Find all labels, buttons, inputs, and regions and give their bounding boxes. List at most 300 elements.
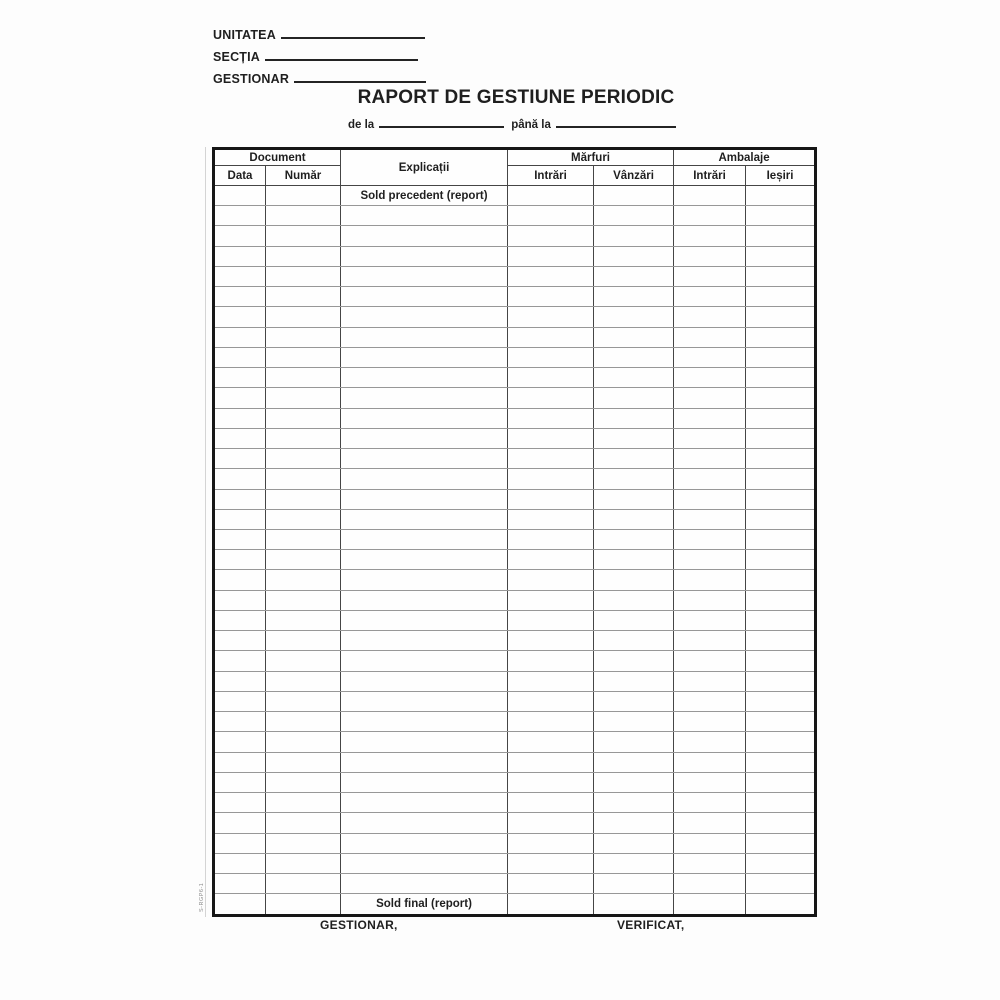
empty-cell xyxy=(341,266,508,286)
empty-cell xyxy=(508,368,594,388)
empty-cell xyxy=(266,853,341,873)
empty-cell xyxy=(266,287,341,307)
empty-cell xyxy=(508,489,594,509)
table-row xyxy=(214,307,816,327)
empty-cell xyxy=(266,469,341,489)
empty-cell xyxy=(214,186,266,206)
empty-cell xyxy=(594,428,674,448)
empty-cell xyxy=(341,307,508,327)
empty-cell xyxy=(746,529,816,549)
empty-cell xyxy=(214,449,266,469)
empty-cell xyxy=(746,469,816,489)
empty-cell xyxy=(341,590,508,610)
empty-cell xyxy=(214,873,266,893)
signature-gestionar: GESTIONAR, xyxy=(320,918,398,932)
empty-cell xyxy=(674,590,746,610)
empty-cell xyxy=(341,388,508,408)
empty-cell xyxy=(214,509,266,529)
empty-cell xyxy=(508,873,594,893)
table-header-sub-row xyxy=(214,166,816,186)
empty-cell xyxy=(266,428,341,448)
empty-cell xyxy=(594,590,674,610)
empty-cell xyxy=(746,307,816,327)
empty-cell xyxy=(341,529,508,549)
empty-cell xyxy=(508,550,594,570)
empty-cell xyxy=(341,469,508,489)
empty-cell xyxy=(214,327,266,347)
empty-cell xyxy=(674,266,746,286)
pad-edge-line xyxy=(205,147,206,917)
empty-cell xyxy=(674,752,746,772)
table-row xyxy=(214,570,816,590)
empty-cell xyxy=(746,347,816,367)
table-row xyxy=(214,813,816,833)
empty-cell xyxy=(214,428,266,448)
empty-cell xyxy=(594,671,674,691)
empty-cell xyxy=(746,266,816,286)
empty-cell xyxy=(746,186,816,206)
empty-cell xyxy=(266,813,341,833)
table-body xyxy=(214,186,816,916)
empty-cell xyxy=(508,307,594,327)
empty-cell xyxy=(508,590,594,610)
empty-cell xyxy=(341,671,508,691)
empty-cell xyxy=(594,206,674,226)
empty-cell xyxy=(508,226,594,246)
table-row xyxy=(214,691,816,711)
empty-cell xyxy=(214,631,266,651)
empty-cell xyxy=(266,347,341,367)
empty-cell xyxy=(746,853,816,873)
field-sectia-label: SECȚIA xyxy=(213,50,261,64)
table-row xyxy=(214,266,816,286)
empty-cell xyxy=(594,489,674,509)
empty-cell xyxy=(746,368,816,388)
empty-cell xyxy=(674,428,746,448)
empty-cell xyxy=(266,610,341,630)
signature-verificat: VERIFICAT, xyxy=(617,918,685,932)
empty-cell xyxy=(214,651,266,671)
empty-cell xyxy=(508,671,594,691)
empty-cell xyxy=(266,873,341,893)
table-row xyxy=(214,469,816,489)
empty-cell xyxy=(266,752,341,772)
empty-cell xyxy=(594,691,674,711)
field-sectia xyxy=(213,48,418,64)
empty-cell xyxy=(214,469,266,489)
empty-cell xyxy=(214,752,266,772)
empty-cell xyxy=(508,894,594,916)
empty-cell xyxy=(594,752,674,772)
form-code: S-RGP6-1 xyxy=(199,882,205,912)
empty-cell xyxy=(341,813,508,833)
empty-cell xyxy=(508,449,594,469)
table-row xyxy=(214,873,816,893)
field-unitatea xyxy=(213,26,425,42)
empty-cell xyxy=(214,691,266,711)
table-row xyxy=(214,590,816,610)
empty-cell xyxy=(674,388,746,408)
empty-cell xyxy=(674,509,746,529)
empty-cell xyxy=(341,610,508,630)
empty-cell xyxy=(508,509,594,529)
table-row xyxy=(214,246,816,266)
table-row xyxy=(214,631,816,651)
empty-cell xyxy=(266,509,341,529)
table-row xyxy=(214,368,816,388)
empty-cell xyxy=(594,772,674,792)
empty-cell xyxy=(674,206,746,226)
col-header-vanzari: Vânzări xyxy=(594,166,674,186)
empty-cell xyxy=(214,570,266,590)
empty-cell xyxy=(746,327,816,347)
empty-cell xyxy=(746,873,816,893)
empty-cell xyxy=(341,347,508,367)
empty-cell xyxy=(214,793,266,813)
empty-cell xyxy=(266,529,341,549)
col-header-numar: Număr xyxy=(266,166,341,186)
empty-cell xyxy=(674,813,746,833)
empty-cell xyxy=(594,307,674,327)
empty-cell xyxy=(266,651,341,671)
empty-cell xyxy=(674,853,746,873)
table-row xyxy=(214,226,816,246)
empty-cell xyxy=(594,833,674,853)
empty-cell xyxy=(746,226,816,246)
empty-cell xyxy=(341,408,508,428)
gestiune-table xyxy=(212,147,817,917)
field-unitatea-blank-line xyxy=(281,26,425,39)
empty-cell xyxy=(674,226,746,246)
empty-cell xyxy=(266,691,341,711)
empty-cell xyxy=(594,570,674,590)
empty-cell xyxy=(746,712,816,732)
empty-cell xyxy=(746,772,816,792)
empty-cell xyxy=(508,752,594,772)
empty-cell xyxy=(674,408,746,428)
empty-cell xyxy=(266,368,341,388)
col-header-intrari-ambalaje: Intrări xyxy=(674,166,746,186)
empty-cell xyxy=(746,388,816,408)
empty-cell xyxy=(214,307,266,327)
empty-cell xyxy=(214,408,266,428)
empty-cell xyxy=(341,287,508,307)
field-unitatea-label: UNITATEA xyxy=(213,28,276,42)
empty-cell xyxy=(341,853,508,873)
empty-cell xyxy=(508,186,594,206)
empty-cell xyxy=(594,469,674,489)
table-row xyxy=(214,347,816,367)
empty-cell xyxy=(594,449,674,469)
empty-cell xyxy=(214,368,266,388)
empty-cell xyxy=(674,449,746,469)
empty-cell xyxy=(266,307,341,327)
empty-cell xyxy=(266,793,341,813)
empty-cell xyxy=(341,246,508,266)
empty-cell xyxy=(674,833,746,853)
table-row xyxy=(214,489,816,509)
empty-cell xyxy=(341,752,508,772)
empty-cell xyxy=(674,368,746,388)
empty-cell xyxy=(746,651,816,671)
empty-cell xyxy=(674,186,746,206)
table-row xyxy=(214,853,816,873)
empty-cell xyxy=(674,671,746,691)
empty-cell xyxy=(594,266,674,286)
table-row xyxy=(214,610,816,630)
period-line xyxy=(348,116,676,131)
table-row xyxy=(214,772,816,792)
col-group-marfuri: Mărfuri xyxy=(508,149,674,166)
field-gestionar-blank-line xyxy=(294,70,426,83)
empty-cell xyxy=(341,793,508,813)
col-group-ambalaje: Ambalaje xyxy=(674,149,816,166)
empty-cell xyxy=(594,186,674,206)
empty-cell xyxy=(341,691,508,711)
empty-cell xyxy=(508,529,594,549)
empty-cell xyxy=(594,894,674,916)
empty-cell xyxy=(266,712,341,732)
table-row xyxy=(214,793,816,813)
empty-cell xyxy=(508,570,594,590)
field-gestionar xyxy=(213,70,426,86)
empty-cell xyxy=(594,813,674,833)
empty-cell xyxy=(594,610,674,630)
empty-cell xyxy=(508,732,594,752)
empty-cell xyxy=(214,590,266,610)
col-header-iesiri: Ieșiri xyxy=(746,166,816,186)
empty-cell xyxy=(266,266,341,286)
empty-cell xyxy=(508,347,594,367)
empty-cell xyxy=(746,671,816,691)
empty-cell xyxy=(746,631,816,651)
empty-cell xyxy=(508,206,594,226)
empty-cell xyxy=(508,813,594,833)
empty-cell xyxy=(746,408,816,428)
empty-cell xyxy=(214,206,266,226)
empty-cell xyxy=(266,550,341,570)
period-from-label: de la xyxy=(348,119,375,131)
table-row xyxy=(214,529,816,549)
empty-cell xyxy=(594,287,674,307)
empty-cell xyxy=(746,550,816,570)
empty-cell xyxy=(508,408,594,428)
empty-cell xyxy=(214,712,266,732)
empty-cell xyxy=(266,732,341,752)
empty-cell xyxy=(341,732,508,752)
empty-cell xyxy=(594,347,674,367)
empty-cell xyxy=(341,206,508,226)
empty-cell xyxy=(214,772,266,792)
empty-cell xyxy=(341,368,508,388)
empty-cell xyxy=(746,206,816,226)
empty-cell xyxy=(214,489,266,509)
table-row-sold-precedent xyxy=(214,186,816,206)
empty-cell xyxy=(341,226,508,246)
empty-cell xyxy=(266,671,341,691)
empty-cell xyxy=(266,489,341,509)
empty-cell xyxy=(266,772,341,792)
empty-cell xyxy=(214,347,266,367)
empty-cell xyxy=(508,388,594,408)
empty-cell xyxy=(341,570,508,590)
empty-cell xyxy=(508,469,594,489)
empty-cell xyxy=(674,307,746,327)
row-label-cell: Sold final (report) xyxy=(341,894,508,916)
empty-cell xyxy=(214,550,266,570)
table-row xyxy=(214,712,816,732)
empty-cell xyxy=(594,712,674,732)
empty-cell xyxy=(746,509,816,529)
empty-cell xyxy=(594,226,674,246)
empty-cell xyxy=(674,651,746,671)
empty-cell xyxy=(674,246,746,266)
empty-cell xyxy=(674,529,746,549)
empty-cell xyxy=(214,529,266,549)
empty-cell xyxy=(508,631,594,651)
empty-cell xyxy=(594,509,674,529)
empty-cell xyxy=(674,873,746,893)
empty-cell xyxy=(674,610,746,630)
empty-cell xyxy=(746,570,816,590)
empty-cell xyxy=(594,327,674,347)
table-row xyxy=(214,671,816,691)
empty-cell xyxy=(508,610,594,630)
empty-cell xyxy=(746,894,816,916)
empty-cell xyxy=(746,246,816,266)
table-row xyxy=(214,388,816,408)
empty-cell xyxy=(594,631,674,651)
empty-cell xyxy=(214,671,266,691)
empty-cell xyxy=(508,246,594,266)
table-row xyxy=(214,509,816,529)
empty-cell xyxy=(594,368,674,388)
empty-cell xyxy=(746,752,816,772)
empty-cell xyxy=(341,833,508,853)
table-row-sold-final xyxy=(214,894,816,916)
empty-cell xyxy=(594,246,674,266)
empty-cell xyxy=(266,894,341,916)
empty-cell xyxy=(214,833,266,853)
empty-cell xyxy=(341,712,508,732)
empty-cell xyxy=(674,550,746,570)
table-row xyxy=(214,833,816,853)
empty-cell xyxy=(594,732,674,752)
empty-cell xyxy=(508,327,594,347)
table-row xyxy=(214,287,816,307)
empty-cell xyxy=(266,590,341,610)
empty-cell xyxy=(214,813,266,833)
empty-cell xyxy=(266,408,341,428)
empty-cell xyxy=(674,894,746,916)
table-row xyxy=(214,327,816,347)
empty-cell xyxy=(594,408,674,428)
empty-cell xyxy=(341,489,508,509)
empty-cell xyxy=(341,327,508,347)
empty-cell xyxy=(508,712,594,732)
empty-cell xyxy=(341,449,508,469)
empty-cell xyxy=(746,287,816,307)
empty-cell xyxy=(594,529,674,549)
table-header-group-row xyxy=(214,149,816,166)
period-from-blank-line xyxy=(379,116,504,128)
empty-cell xyxy=(746,732,816,752)
empty-cell xyxy=(266,327,341,347)
empty-cell xyxy=(594,793,674,813)
period-to-blank-line xyxy=(556,116,676,128)
empty-cell xyxy=(266,449,341,469)
empty-cell xyxy=(214,246,266,266)
empty-cell xyxy=(674,327,746,347)
col-header-data: Data xyxy=(214,166,266,186)
empty-cell xyxy=(674,489,746,509)
empty-cell xyxy=(594,853,674,873)
col-group-explicatii: Explicații xyxy=(341,149,508,186)
col-group-document: Document xyxy=(214,149,341,166)
empty-cell xyxy=(266,246,341,266)
empty-cell xyxy=(674,469,746,489)
empty-cell xyxy=(266,631,341,651)
empty-cell xyxy=(341,772,508,792)
table-row xyxy=(214,449,816,469)
empty-cell xyxy=(746,428,816,448)
table-row xyxy=(214,752,816,772)
empty-cell xyxy=(341,428,508,448)
empty-cell xyxy=(508,853,594,873)
empty-cell xyxy=(214,610,266,630)
empty-cell xyxy=(341,651,508,671)
empty-cell xyxy=(341,509,508,529)
table-row xyxy=(214,408,816,428)
empty-cell xyxy=(674,347,746,367)
empty-cell xyxy=(341,873,508,893)
empty-cell xyxy=(214,388,266,408)
empty-cell xyxy=(266,570,341,590)
empty-cell xyxy=(214,287,266,307)
empty-cell xyxy=(214,266,266,286)
empty-cell xyxy=(341,550,508,570)
empty-cell xyxy=(266,833,341,853)
empty-cell xyxy=(508,793,594,813)
table-row xyxy=(214,550,816,570)
col-header-intrari-marfuri: Intrări xyxy=(508,166,594,186)
period-to-label: până la xyxy=(511,119,551,131)
table-row xyxy=(214,428,816,448)
empty-cell xyxy=(508,691,594,711)
row-label-cell: Sold precedent (report) xyxy=(341,186,508,206)
empty-cell xyxy=(508,266,594,286)
empty-cell xyxy=(674,631,746,651)
empty-cell xyxy=(214,853,266,873)
empty-cell xyxy=(746,813,816,833)
empty-cell xyxy=(508,287,594,307)
empty-cell xyxy=(674,793,746,813)
empty-cell xyxy=(746,691,816,711)
empty-cell xyxy=(674,570,746,590)
empty-cell xyxy=(674,772,746,792)
empty-cell xyxy=(674,732,746,752)
table-row xyxy=(214,651,816,671)
empty-cell xyxy=(594,550,674,570)
empty-cell xyxy=(508,428,594,448)
empty-cell xyxy=(674,712,746,732)
empty-cell xyxy=(594,388,674,408)
table-row xyxy=(214,206,816,226)
empty-cell xyxy=(746,833,816,853)
empty-cell xyxy=(266,388,341,408)
empty-cell xyxy=(266,226,341,246)
empty-cell xyxy=(746,793,816,813)
